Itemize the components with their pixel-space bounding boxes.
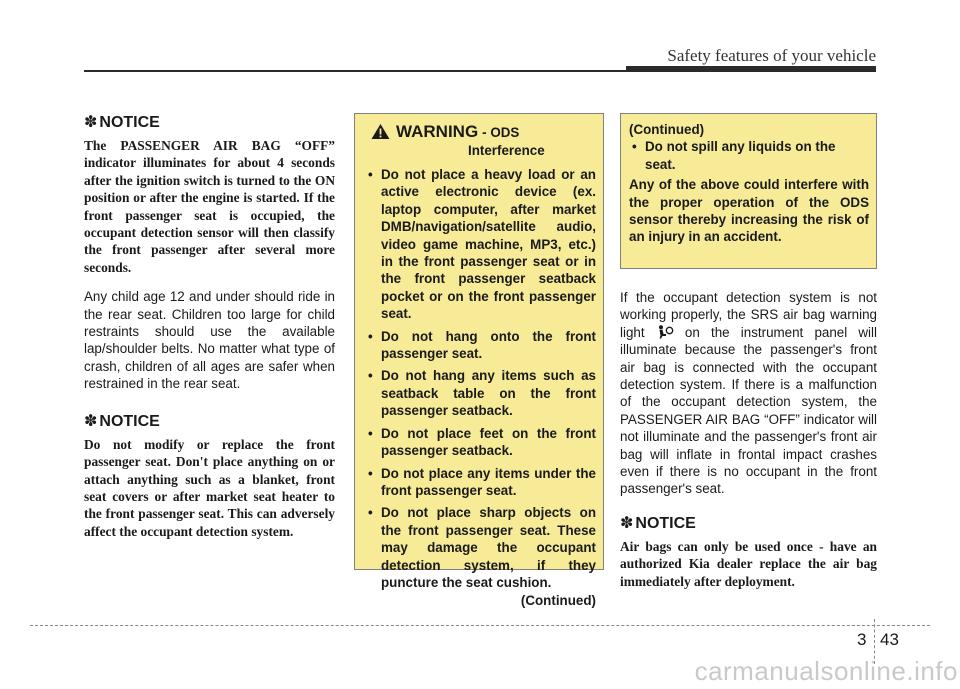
footer-rule: [30, 625, 930, 626]
warning-item: • Do not place sharp objects on the front passenger seat. These may damage the occupant detection system, if they puncture the seat cushion.: [368, 505, 596, 590]
notice-mark-icon: ✽: [620, 514, 634, 532]
warning-list: [365, 166, 596, 591]
warning-item: • Do not place a heavy load or an active electronic device (ex. laptop computer, after market DMB/navigation/satellite audio, video game machine, MP3, etc.) in the front passenger seat or in the front passenger seatback pocket or on the front passenger seat.: [368, 167, 596, 322]
warning-item: • Do not hang onto the front passenger seat.: [368, 328, 596, 362]
notice-text: The PASSENGER AIR BAG “OFF” indicator illuminates for about 4 seconds after the ignition switch is turned to the ON position or after the engine is started. If the front passenger seat is occupied, the occupant detection sensor will then classify the front passenger after several more seconds.: [84, 138, 335, 275]
watermark: carmanualsonline.info: [694, 656, 958, 686]
right-column: [620, 112, 877, 590]
notice-text: Air bags can only be used once - have an authorized Kia dealer replace the air bag immediately after deployment.: [620, 538, 877, 589]
child-seat-paragraph: Any child age 12 and under should ride in the rear seat. Children too large for child restraints should use the available lap/shoulder belts. No matter what type of crash, children of all ages are safer when restrained in the rear seat.: [84, 289, 335, 392]
ods-paragraph: If the occupant detection system is not working properly, the SRS air bag warning light on the instrument panel will illuminate because the passenger's front air bag is connected with the occupant detection system. If there is a malfunction of the occupant detection system, the PASSENGER AIR BAG “OFF” indicator will not illuminate and the passenger's front air bag will inflate in frontal impact crashes even if there is no occupant in the front passenger's seat.: [620, 290, 877, 497]
chapter-number: 3: [857, 630, 867, 649]
bullet-icon: •: [368, 505, 373, 521]
notice-mark-icon: ✽: [84, 114, 98, 131]
continued-text: Any of the above could interfere with the proper operation of the ODS sensor thereby increasing the risk of an injury in an accident.: [629, 177, 869, 245]
continued-heading: (Continued): [629, 122, 705, 137]
notice-text: Do not modify or replace the front passenger seat. Don't place anything on or attach anything such as a blanket, front seat covers or after market seat heater to the front passenger seat. This can adversely affect the occupant detection system.: [84, 436, 335, 539]
notice-heading: ✽ NOTICE: [84, 412, 160, 430]
bullet-icon: •: [368, 328, 373, 344]
warning-item: • Do not place feet on the front passenger seatback.: [368, 425, 596, 459]
warning-box: [354, 113, 604, 609]
bullet-icon: •: [368, 425, 373, 441]
bullet-icon: •: [368, 368, 373, 384]
warning-item: • Do not spill any liquids on the seat.: [632, 139, 836, 172]
notice-mark-icon: ✽: [84, 412, 98, 430]
warning-continued: (Continued): [520, 593, 596, 609]
continued-warning-box: [620, 113, 877, 269]
warning-word: WARNING: [396, 122, 479, 141]
warning-subtitle: Interference: [468, 143, 545, 158]
page-number: 43: [880, 630, 899, 649]
notice-heading: ✽ NOTICE: [84, 114, 160, 131]
bullet-icon: •: [632, 139, 637, 155]
warning-subtitle: - ODS: [482, 125, 520, 140]
notice-heading: ✽ NOTICE: [620, 514, 696, 532]
bullet-icon: •: [368, 465, 373, 481]
header-tab-bar: [626, 66, 876, 72]
left-column: [84, 112, 335, 540]
warning-item: • Do not hang any items such as seatback table on the front passenger seatback.: [368, 368, 596, 419]
warning-header: [365, 122, 596, 160]
section-title: Safety features of your vehicle: [667, 46, 876, 65]
bullet-icon: •: [368, 167, 373, 182]
airbag-warning-icon: [656, 325, 674, 339]
warning-item: • Do not place any items under the front passenger seat.: [368, 465, 596, 498]
warning-triangle-icon: [371, 123, 390, 140]
